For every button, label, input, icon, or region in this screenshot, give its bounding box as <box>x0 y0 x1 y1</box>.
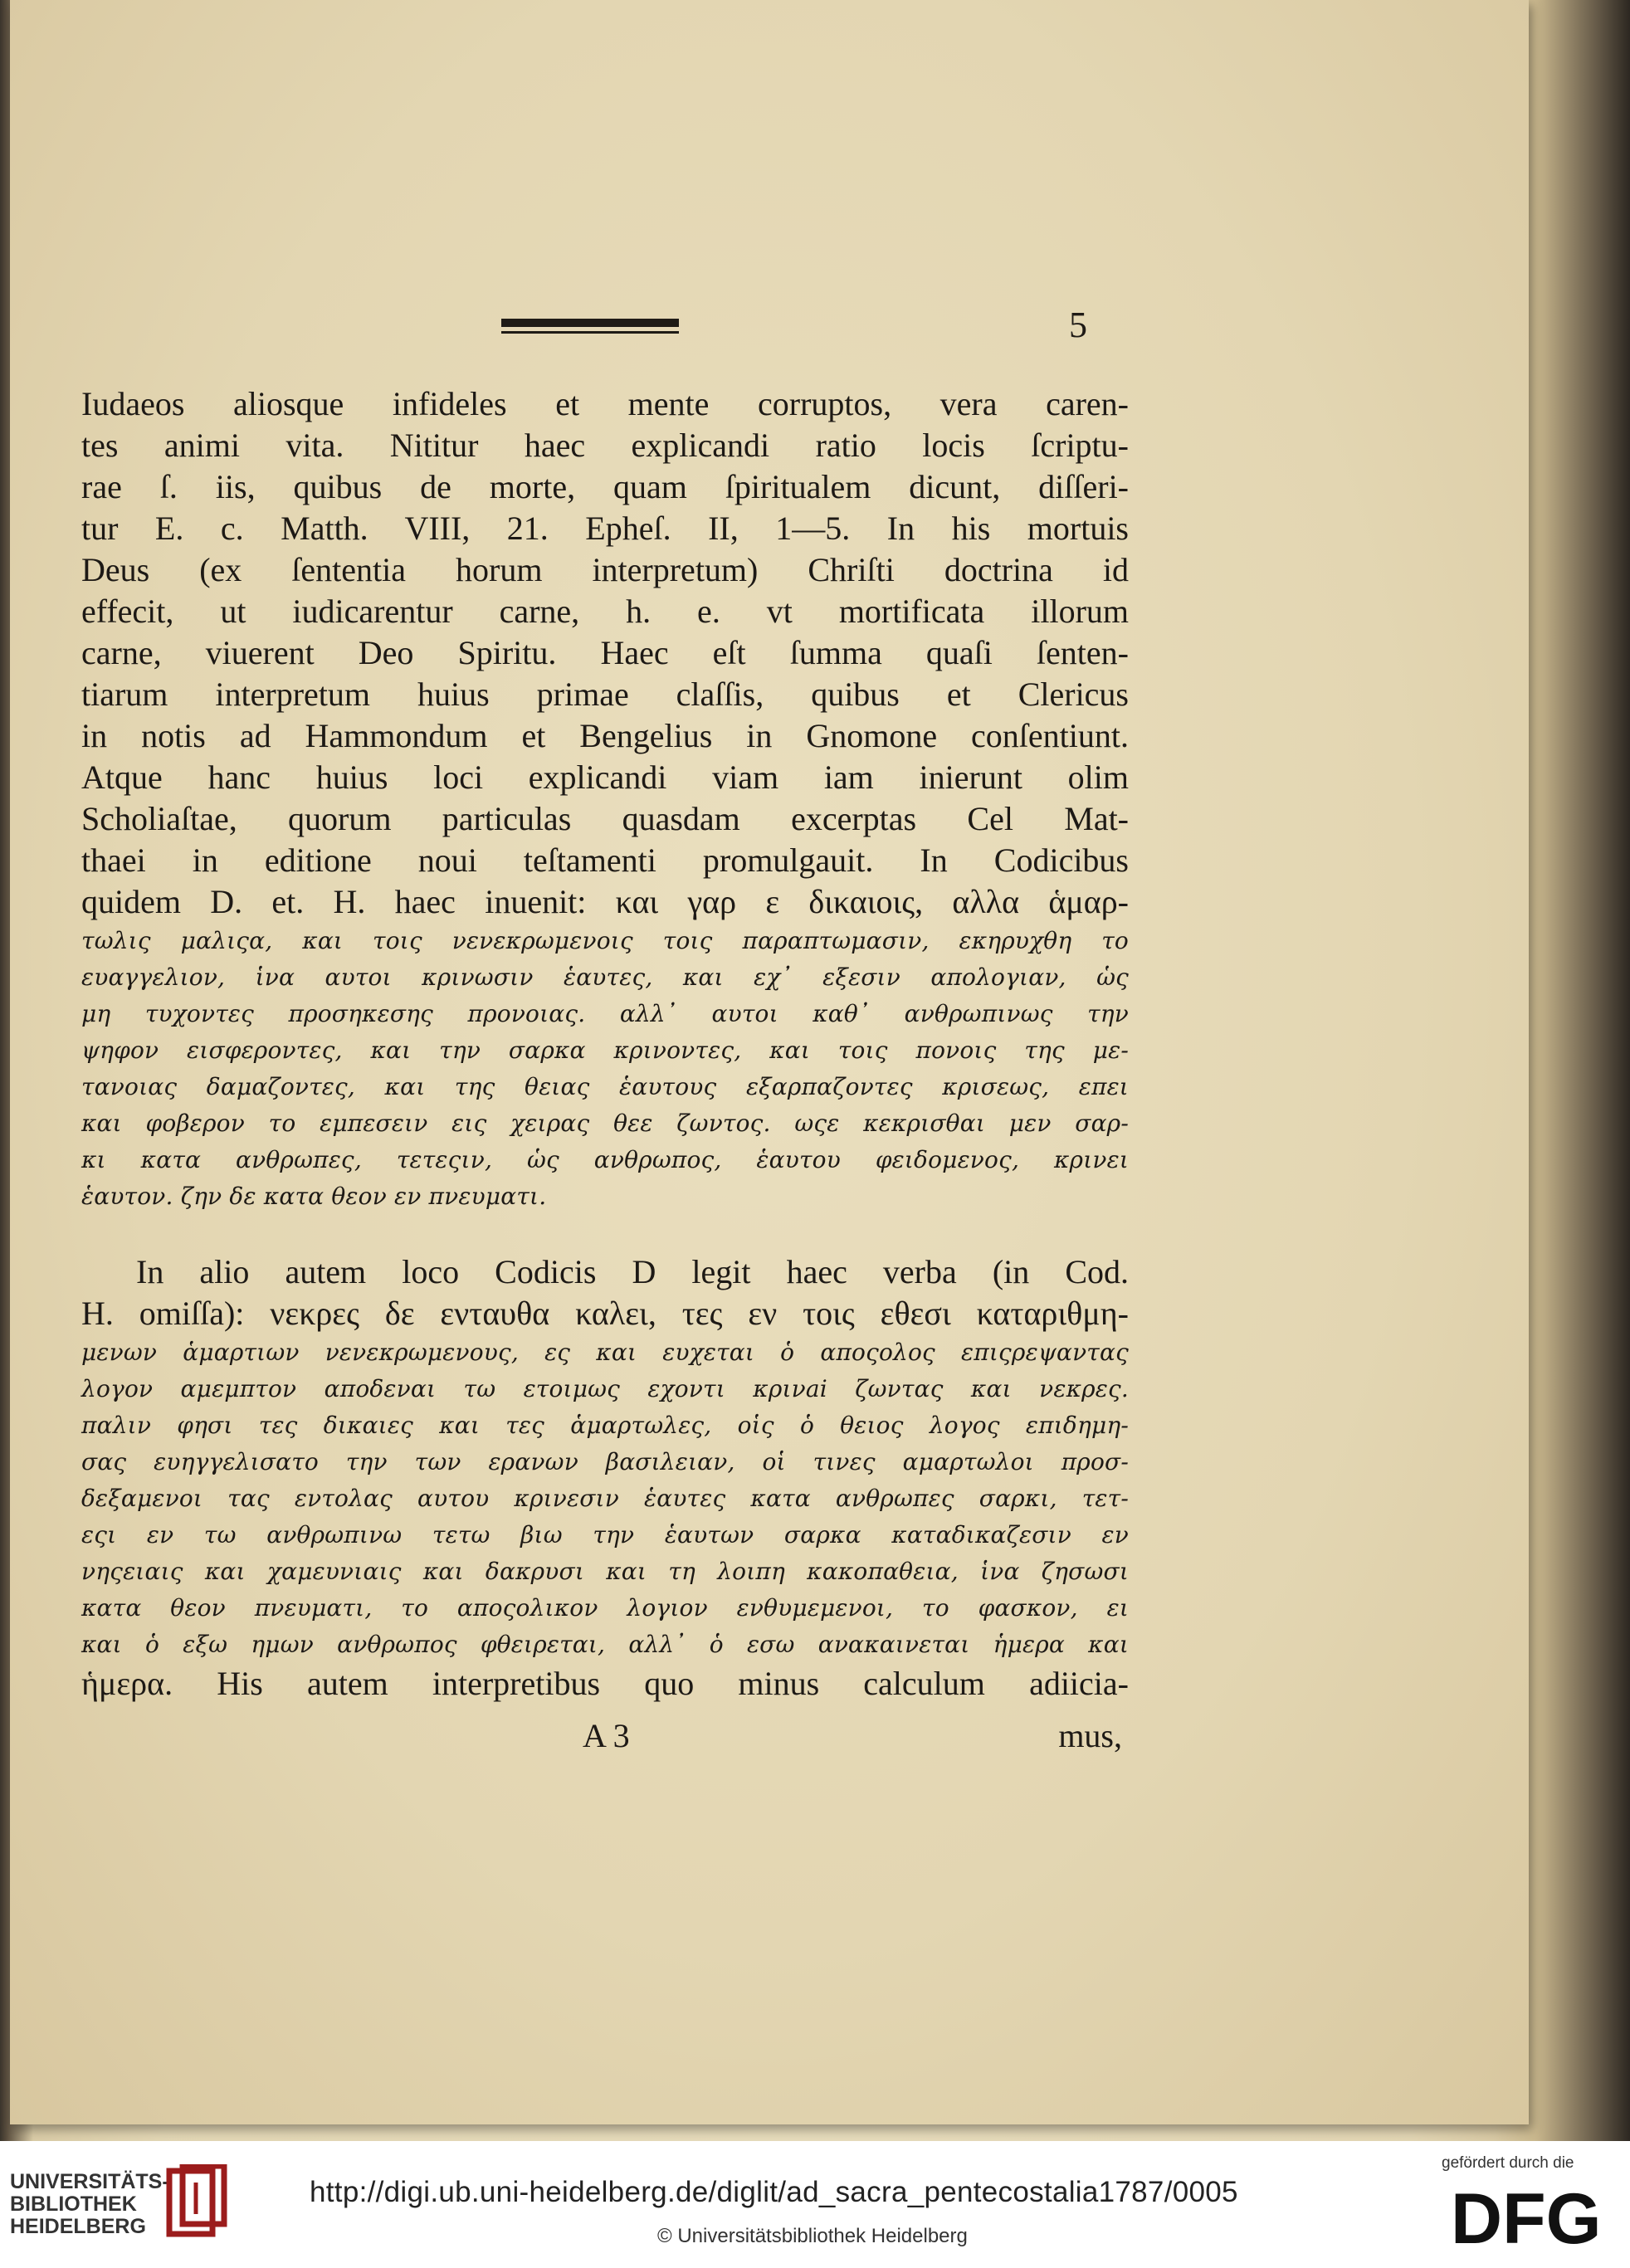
text-line: Deus (ex ſententia horum interpretum) Chriſti doctrina id <box>81 551 1129 588</box>
text-line: in notis ad Hammondum et Bengelius in Gnomone conſentiunt. <box>81 717 1129 754</box>
text-line: ἡμερα. His autem interpretibus quo minus calculum adiicia- <box>81 1665 1129 1702</box>
text-line: τανοιας δαμαζοντες, και της θειας ἑαυτους εξαρπαζοντες κρισεως, επει <box>81 1073 1129 1100</box>
sponsor-label: gefördert durch die <box>1442 2154 1574 2172</box>
text-line: παλιν φησι τες δικαιες και τες ἁμαρτωλες, οἱς ὁ θειος λογος επιδημη- <box>81 1412 1129 1439</box>
text-line: Iudaeos aliosque infideles et mente corruptos, vera caren- <box>81 385 1129 422</box>
text-line: effecit, ut iudicarentur carne, h. e. vt mortificata illorum <box>81 593 1129 630</box>
text-line: tiarum interpretum huius primae claſſis, quibus et Clericus <box>81 676 1129 713</box>
text-line: tur E. c. Matth. VIII, 21. Epheſ. II, 1—5. In his mortuis <box>81 510 1129 547</box>
text-line: ἑαυτον. ζην δε κατα θεον εν πνευματι. <box>81 1183 547 1210</box>
text-line: και φοβερον το εμπεσειν εις χειρας θεε ζωντος. ωςε κεκρισθαι μεν σαρ- <box>81 1110 1129 1137</box>
text-line: δεξαμενοι τας εντολας αυτου κρινεσιν ἑαυτες κατα ανθρωπες σαρκι, τετ- <box>81 1485 1129 1512</box>
signature-mark: A 3 <box>583 1717 630 1754</box>
library-name <box>10 2171 169 2238</box>
text-line: μη τυχοντες προσηκεσης προνοιας. αλλ᾽ αυτοι καθ᾽ ανθρωπινως την <box>81 1000 1129 1027</box>
text-line: ψηφον εισφεροντες, και την σαρκα κρινοντες, και τοις πονοις της με- <box>81 1036 1129 1064</box>
text-line: Scholiaſtae, quorum particulas quasdam excerptas Cel Mat- <box>81 800 1129 837</box>
text-line: τωλις μαλιςα, και τοις νενεκρωμενοις τοις παραπτωμασιν, εκηρυχθη το <box>81 927 1129 954</box>
book-page <box>10 0 1529 2124</box>
text-line: H. omiſſa): νεκρες δε ενταυθα καλει, τες εν τοις εθεσι καταριθμη- <box>81 1295 1129 1332</box>
header-rule <box>501 319 679 337</box>
text-line: μενων ἁμαρτιων νενεκρωμενους, ες και ευχεται ὁ αποςολος επιςρεψαντας <box>81 1339 1129 1366</box>
library-name-line: UNIVERSITÄTS- <box>10 2170 169 2193</box>
paragraph-gap <box>81 1215 1129 1251</box>
library-name-line: BIBLIOTHEK <box>10 2192 137 2216</box>
text-line: κι κατα ανθρωπες, τετεςιν, ὡς ανθρωπος, ἑαυτου φειδομενος, κρινει <box>81 1146 1129 1173</box>
permalink-url[interactable]: http://digi.ub.uni-heidelberg.de/diglit/ad_sacra_pentecostalia1787/0005 <box>310 2176 1238 2208</box>
catchword: mus, <box>1058 1717 1122 1754</box>
copyright-notice: © Universitätsbibliothek Heidelberg <box>657 2225 968 2247</box>
text-line: λογον αμεμπτον αποδεναι τω ετοιμως εχοντι κρινai ζωντας και νεκρες. <box>81 1375 1129 1402</box>
text-line: carne, viuerent Deo Spiritu. Haec eſt ſumma quaſi ſenten- <box>81 634 1129 671</box>
library-logo-icon <box>163 2164 229 2239</box>
text-line: In alio autem loco Codicis D legit haec verba (in Cod. <box>136 1253 1129 1290</box>
page-footer <box>583 1716 1122 1758</box>
page-text <box>81 383 1129 1705</box>
text-line: thaei in editione noui teſtamenti promulgauit. In Codicibus <box>81 841 1129 879</box>
text-line: Atque hanc huius loci explicandi viam iam inierunt olim <box>81 758 1129 796</box>
text-line: ευαγγελιον, ἱνα αυτοι κρινωσιν ἑαυτες, και εχ᾽ εξεσιν απολογιαν, ὡς <box>81 963 1129 991</box>
dfg-logo-icon <box>1449 2178 1607 2253</box>
text-line: σας ευηγγελισατο την των ερανων βασιλειαν, οἱ τινες αμαρτωλοι προσ- <box>81 1448 1129 1475</box>
text-line: κατα θεον πνευματι, το αποςολικον λογιον ενθυμεμενοι, το φασκον, ει <box>81 1594 1129 1622</box>
text-line: quidem D. et. H. haec inuenit: και γαρ ε δικαιοις, αλλα ἁμαρ- <box>81 883 1129 920</box>
library-footer-bar <box>0 2141 1630 2268</box>
text-line: tes animi vita. Nititur haec explicandi ratio locis ſcriptu- <box>81 427 1129 464</box>
page-number: 5 <box>1069 305 1087 345</box>
text-line: rae ſ. iis, quibus de morte, quam ſpiritualem dicunt, diſſeri- <box>81 468 1129 505</box>
text-line: εςι εν τω ανθρωπινω τετω βιω την ἑαυτων σαρκα καταδικαζεσιν εν <box>81 1521 1129 1549</box>
library-name-line: HEIDELBERG <box>10 2215 146 2238</box>
text-line: και ὁ εξω ημων ανθρωπος φθειρεται, αλλ᾽ ὁ εσω ανακαινεται ἡμερα και <box>81 1631 1129 1658</box>
dfg-logo-text: DFG <box>1451 2179 1602 2253</box>
text-line: νηςειαις και χαμευνιαις και δακρυσι και τη λοιπη κακοπαθεια, ἱνα ζησωσι <box>81 1558 1129 1585</box>
